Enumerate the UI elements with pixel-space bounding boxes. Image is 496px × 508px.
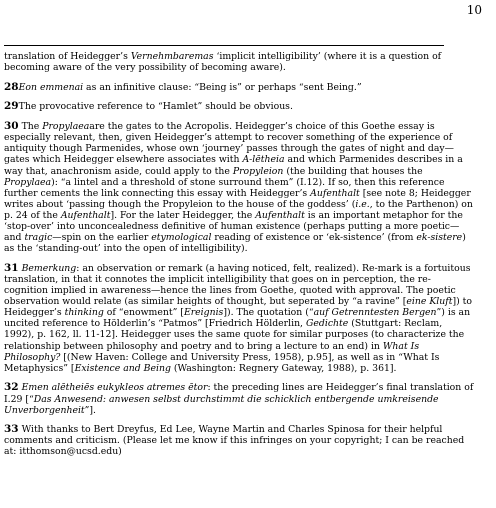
note-text: ”) is an uncited reference to Hölderlin’s “Patmos” [Friedrich Hölderlin,: [4, 307, 471, 330]
endnotes: [4, 51, 474, 466]
endnote-31: [4, 263, 474, 374]
note-text: (Washington: Regnery Gateway, 1988), p. 361].: [170, 362, 397, 374]
note-text: —spin on the earlier: [52, 232, 152, 244]
note-text: [(New Haven: College and University Press, 1958), p.95], as well as in “What Is Metaphysics” [: [4, 351, 440, 374]
note-text: : an observation or remark (a having noticed, felt, realized). Re-mark is a fortuitous translation, in that it connotes the implicit intelligibility that goes on in perception, the re-cognition implied in awareness—hence the lines from Goethe, quoted with approval. The poetic observation would relate (as similar heights of thought, but seperated by “a ravine” [: [4, 262, 471, 308]
italic-text: A-lētheia: [242, 154, 285, 166]
italic-text: Propyleion: [232, 165, 284, 177]
note-text: ) as the ‘standing-out’ into the open of intelligibility).: [4, 232, 466, 255]
endnote-30: [4, 121, 474, 254]
endnote-number: 32: [4, 381, 19, 394]
italic-text: Aufenthalt: [60, 209, 111, 221]
italic-text: Aufenthalt: [255, 209, 305, 221]
endnote-number: 33: [4, 423, 19, 436]
italic-text: etymological: [151, 232, 212, 244]
note-text: The provocative reference to “Hamlet” should be obvious.: [18, 101, 293, 113]
endnote-number: 30: [4, 120, 19, 133]
note-text: : the preceding lines are Heidegger’s final translation of I.29 [“: [4, 382, 474, 405]
endnote-29: [4, 101, 474, 112]
note-text: are the gates to the Acropolis. Heidegger’s choice of this Goethe essay is especially relevant, then, given Heidegger’s attempt to recover something of the experience of antiquity though Parmenides, whose own ‘journey’ passes through the gates of night and day—gates which Heidegger elsewhere associates with: [4, 121, 454, 166]
endnote-number: 29: [4, 100, 19, 113]
endnote-number: 28: [4, 80, 19, 93]
note-text: (Stuttgart: Reclam, 1992), p. 162, ll. 11-12]. Heidegger uses the same quote for similar purposes (to characterize the relationship between philosophy and poetry and to bring a lecture to an end) in: [4, 318, 465, 352]
note-text: With thanks to Bert Dreyfus, Ed Lee, Wayne Martin and Charles Spinosa for their helpful comments and criticism. (Please let me know if this infringes on your copyright; I can be reached at: itthomson@ucsd.edu): [4, 424, 465, 458]
note-text: ”].: [84, 404, 96, 416]
italic-text: ek-sistere: [416, 232, 463, 244]
italic-text: Das Anwesend: anwesen selbst durchstimmt die schicklich entbergende umkreisende Unverborgenheit: [4, 393, 439, 416]
italic-text: Vernehmbaremas: [130, 51, 214, 62]
endnote-cont: [4, 51, 474, 73]
note-text: ]). The quotation (“: [223, 307, 314, 319]
italic-text: Bemerkung: [21, 262, 77, 274]
note-text: and which Parmenides describes in a way that, anachronism aside, could apply to the: [4, 154, 463, 177]
note-text: ]. For the later Heidegger, the: [110, 209, 256, 221]
italic-text: eine Kluft: [406, 296, 453, 308]
endnote-number: 31: [4, 261, 19, 274]
italic-text: i.e.: [355, 198, 370, 210]
note-text: ]) to Heidegger’s: [4, 296, 472, 319]
note-text: The: [18, 121, 43, 133]
italic-text: Propylaea: [4, 176, 52, 188]
note-text: of “enowment” [: [103, 307, 184, 319]
note-text: translation of Heidegger’s: [4, 51, 131, 62]
note-text: as an infinitive clause: “Being is” or perhaps “sent Being.”: [83, 81, 362, 93]
italic-text: auf Getrenntesten Bergen: [313, 307, 437, 319]
italic-text: Emen alētheiēs eukykleos atremes ētor: [21, 382, 208, 394]
italic-text: Propylaea: [42, 121, 90, 133]
note-text: reading of existence or ‘ek-sistence’ (from: [211, 232, 417, 244]
page-number: 10: [466, 3, 482, 17]
italic-text: What Is Philosophy?: [4, 340, 420, 363]
note-text: , to the Parthenon) on p. 24 of the: [4, 198, 473, 221]
italic-text: Gedichte: [305, 318, 349, 330]
endnote-28: [4, 82, 474, 93]
italic-text: Aufenthalt: [310, 187, 360, 199]
italic-text: Eon emmenai: [18, 81, 84, 93]
italic-text: tragic: [24, 232, 53, 244]
italic-text: thinking: [64, 307, 104, 319]
endnote-32: [4, 382, 474, 415]
note-text: is an important metaphor for the ‘stop-over’ into unconcealedness definitive of human existence (perhaps putting a more poetic—and: [4, 209, 463, 244]
note-text: [see note 8; Heidegger writes about ‘passing though the Propyleion to the house of the goddess’ (: [4, 187, 471, 210]
note-text: ‘implicit intelligibility’ (where it is a question of becoming aware of the very possibility of becoming aware).: [4, 51, 442, 74]
italic-text: Existence and Being: [74, 362, 171, 374]
endnote-33: [4, 424, 474, 457]
note-text: (the building that houses the: [283, 165, 423, 177]
italic-text: Ereignis: [183, 307, 224, 319]
note-text: ): “a lintel and a threshold of stone surround them” (I.12). If so, then this reference further cements the link connecting this essay with Heidegger’s: [4, 176, 445, 199]
footnote-separator: [4, 45, 444, 46]
